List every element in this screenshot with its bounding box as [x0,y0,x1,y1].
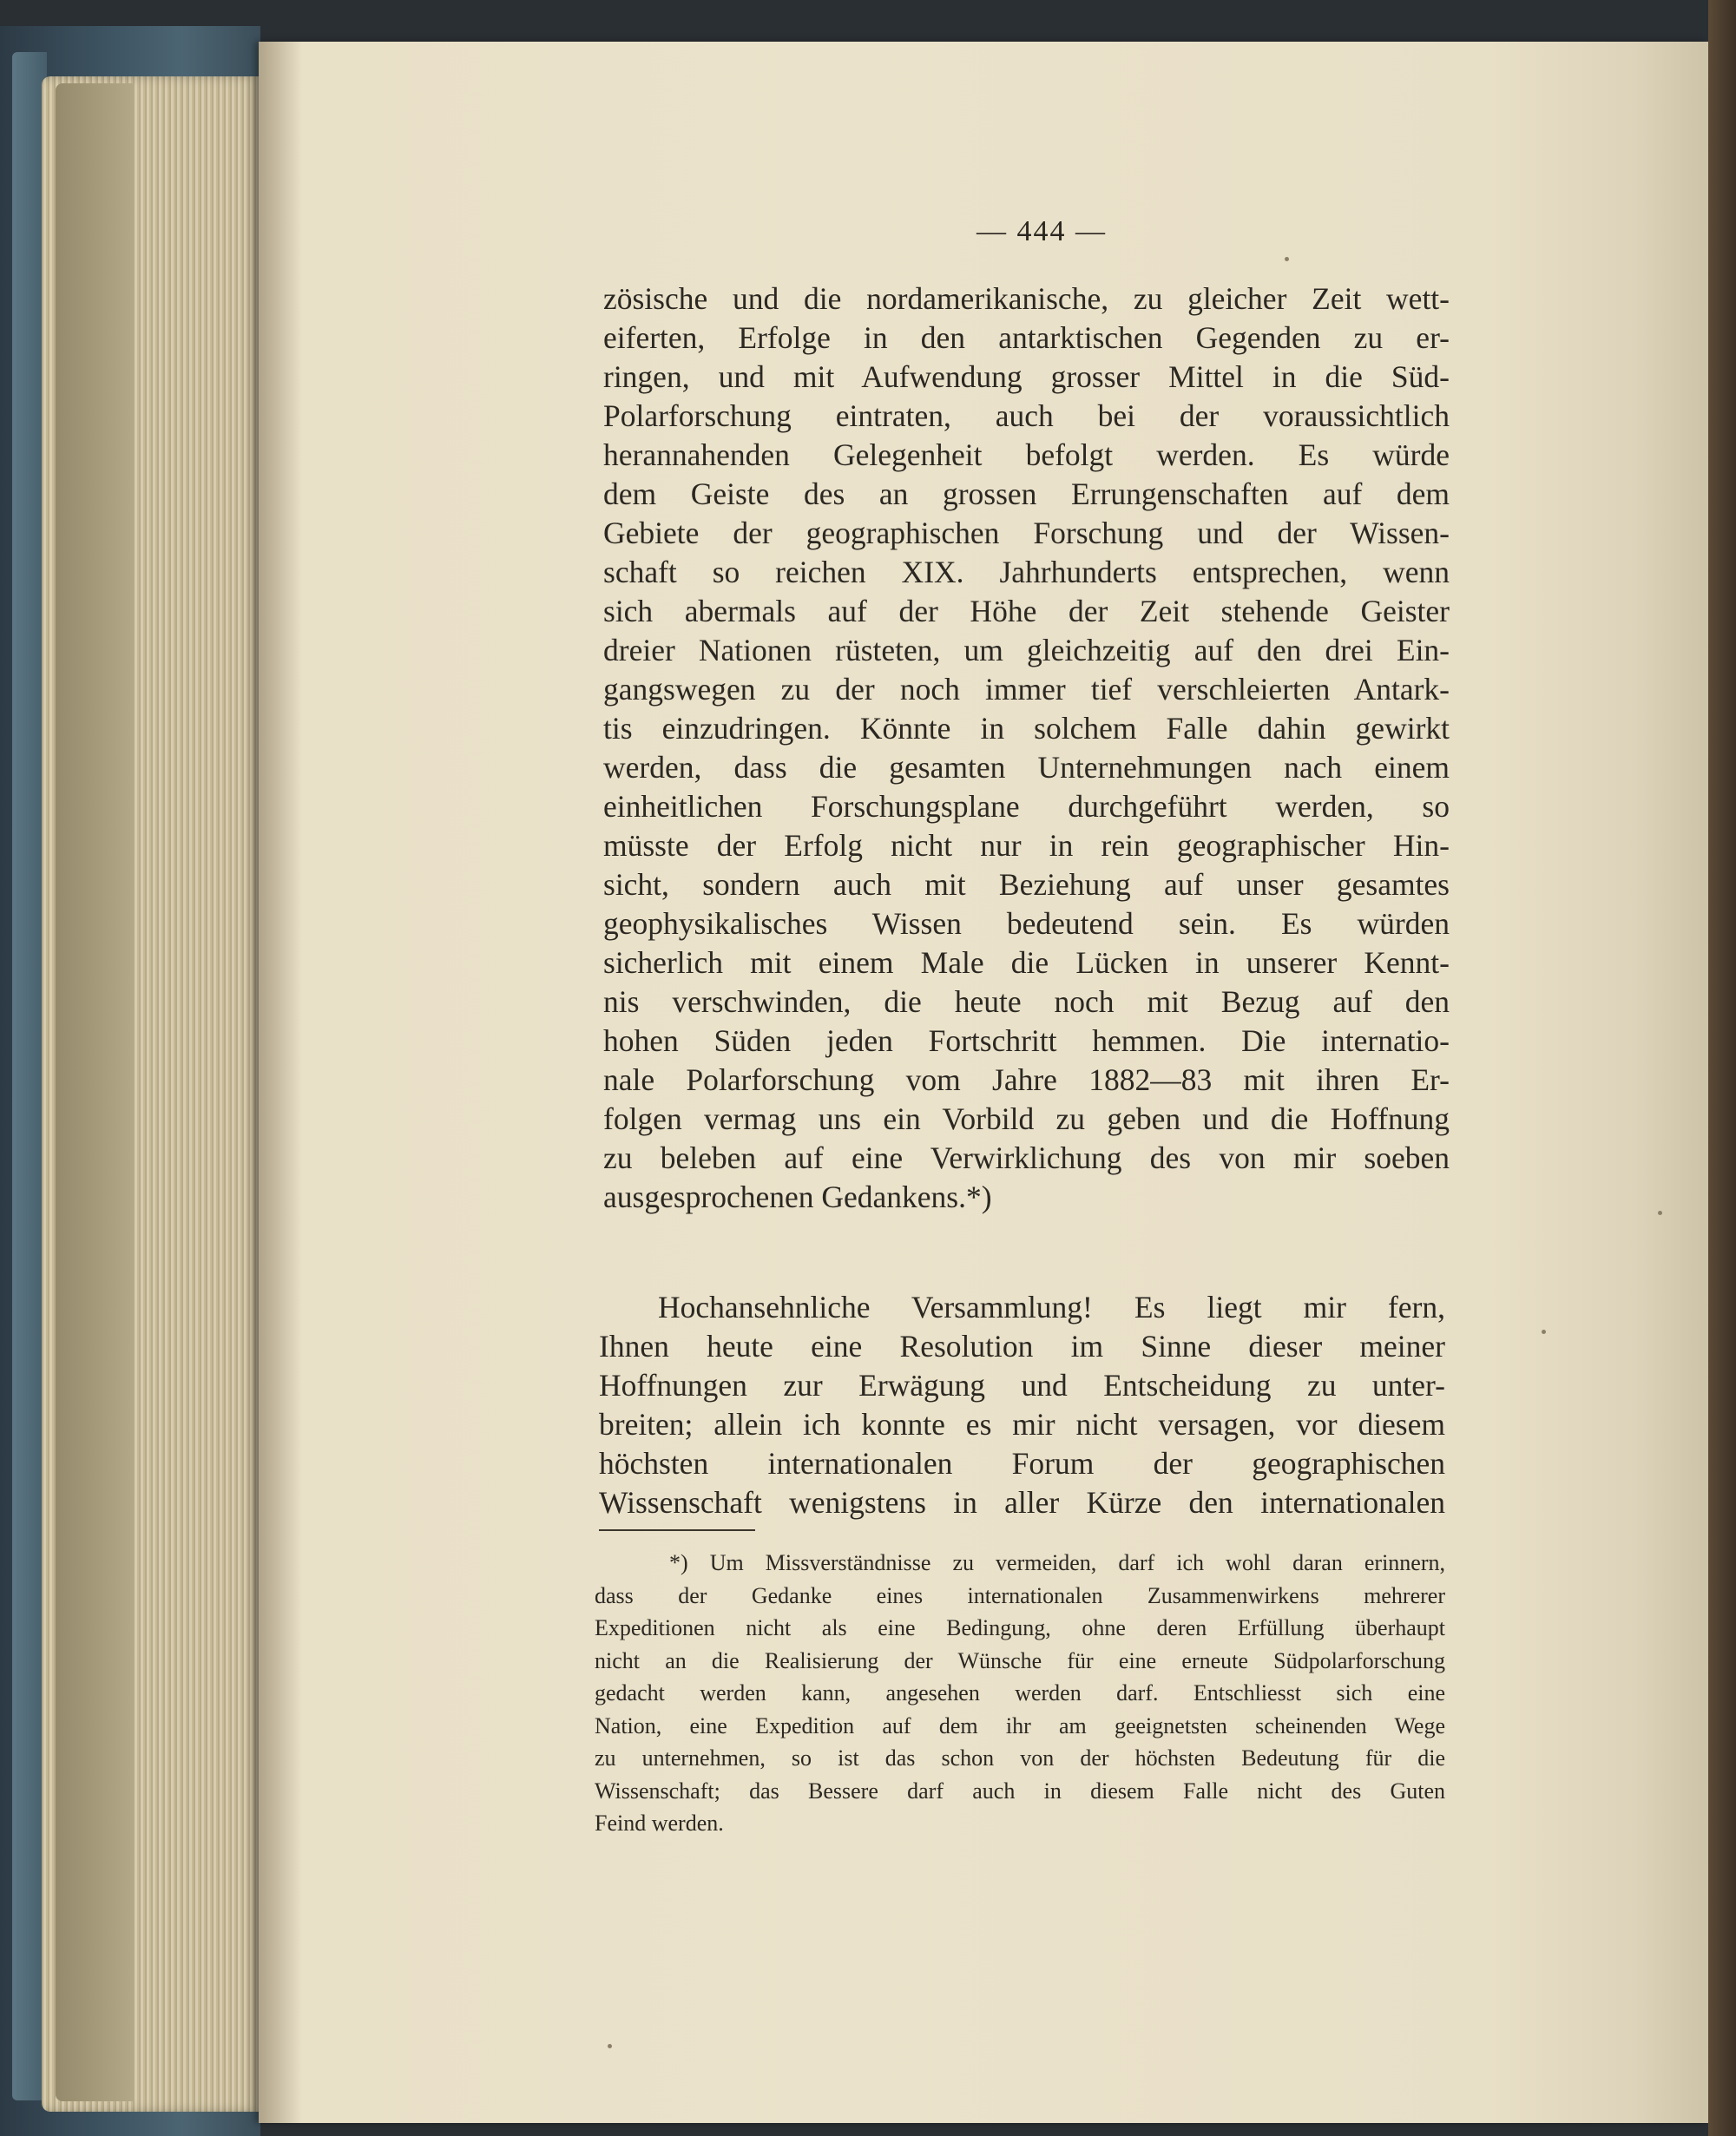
footnote-line: Expeditionen nicht als eine Bedingung, ohne deren Erfüllung überhaupt [595,1615,1445,1640]
paragraph-1 [603,279,1450,1217]
footnote-rule [599,1529,755,1531]
text-line: nale Polarforschung vom Jahre 1882—83 mit ihren Er- [603,1062,1450,1097]
footnote-line: gedacht werden kann, angesehen werden darf. Entschliesst sich eine [595,1680,1445,1706]
text-line: einheitlichen Forschungsplane durchgeführt werden, so [603,789,1450,824]
paper-speck [608,2044,612,2048]
text-line: herannahenden Gelegenheit befolgt werden. Es würde [603,437,1450,472]
footnote-line: zu unternehmen, so ist das schon von der höchsten Bedeutung für die [595,1745,1445,1771]
text-line: Wissenschaft wenigstens in aller Kürze den internationalen [599,1485,1445,1520]
text-line: schaft so reichen XIX. Jahrhunderts entsprechen, wenn [603,555,1450,589]
text-line: tis einzudringen. Könnte in solchem Falle dahin gewirkt [603,711,1450,746]
text-line: Hoffnungen zur Erwägung und Entscheidung zu unter- [599,1368,1445,1403]
text-line: geophysikalisches Wissen bedeutend sein. Es würden [603,906,1450,941]
footnote-line: *) Um Missverständnisse zu vermeiden, darf ich wohl daran erinnern, [669,1550,1445,1575]
page-block-shadow [56,83,134,2101]
footnote-line: Nation, eine Expedition auf dem ihr am geeignetsten scheinenden Wege [595,1712,1445,1738]
text-line: Hochansehnliche Versammlung! Es liegt mir fern, [658,1290,1445,1324]
text-line: sich abermals auf der Höhe der Zeit stehende Geister [603,594,1450,628]
text-line: gangswegen zu der noch immer tief verschleierten Antark- [603,672,1450,707]
spine-shadow [259,42,302,2123]
text-line: werden, dass die gesamten Unternehmungen nach einem [603,750,1450,785]
text-line: sicht, sondern auch mit Beziehung auf unser gesamtes [603,867,1450,902]
text-line: dreier Nationen rüsteten, um gleichzeitig auf den drei Ein- [603,633,1450,667]
footnote [595,1547,1445,1840]
page-number: — 444 — [976,215,1107,247]
text-line: müsste der Erfolg nicht nur in rein geographischer Hin- [603,828,1450,863]
footnote-line: Feind werden. [595,1811,724,1836]
paragraph-2 [599,1288,1445,1522]
footnote-line: dass der Gedanke eines internationalen Zusammenwirkens mehrerer [595,1582,1445,1608]
text-line: höchsten internationalen Forum der geographischen [599,1446,1445,1481]
text-line: eiferten, Erfolge in den antarktischen Gegenden zu er- [603,320,1450,355]
text-line: dem Geiste des an grossen Errungenschaften auf dem [603,476,1450,511]
text-line: zu beleben auf eine Verwirklichung des von mir soeben [603,1140,1450,1175]
footnote-line: Wissenschaft; das Bessere darf auch in diesem Falle nicht des Guten [595,1778,1445,1804]
text-line: ausgesprochenen Gedankens.*) [603,1180,992,1214]
facing-page-edge [1708,0,1736,2136]
text-line: breiten; allein ich konnte es mir nicht versagen, vor diesem [599,1407,1445,1442]
text-line: hohen Süden jeden Fortschritt hemmen. Die internatio- [603,1023,1450,1058]
text-line: nis verschwinden, die heute noch mit Bezug auf den [603,984,1450,1019]
text-line: sicherlich mit einem Male die Lücken in unserer Kennt- [603,945,1450,980]
paper-speck [1542,1330,1546,1334]
paper-speck [1285,257,1289,261]
text-line: folgen vermag uns ein Vorbild zu geben und die Hoffnung [603,1101,1450,1136]
text-line: Gebiete der geographischen Forschung und der Wissen- [603,516,1450,550]
paper-speck [1658,1211,1662,1215]
text-line: Polarforschung eintraten, auch bei der voraussichtlich [603,398,1450,433]
text-line: Ihnen heute eine Resolution im Sinne dieser meiner [599,1329,1445,1364]
text-line: ringen, und mit Aufwendung grosser Mittel in die Süd- [603,359,1450,394]
text-line: zösische und die nordamerikanische, zu gleicher Zeit wett- [603,281,1450,316]
footnote-line: nicht an die Realisierung der Wünsche für eine erneute Südpolarforschung [595,1647,1445,1673]
